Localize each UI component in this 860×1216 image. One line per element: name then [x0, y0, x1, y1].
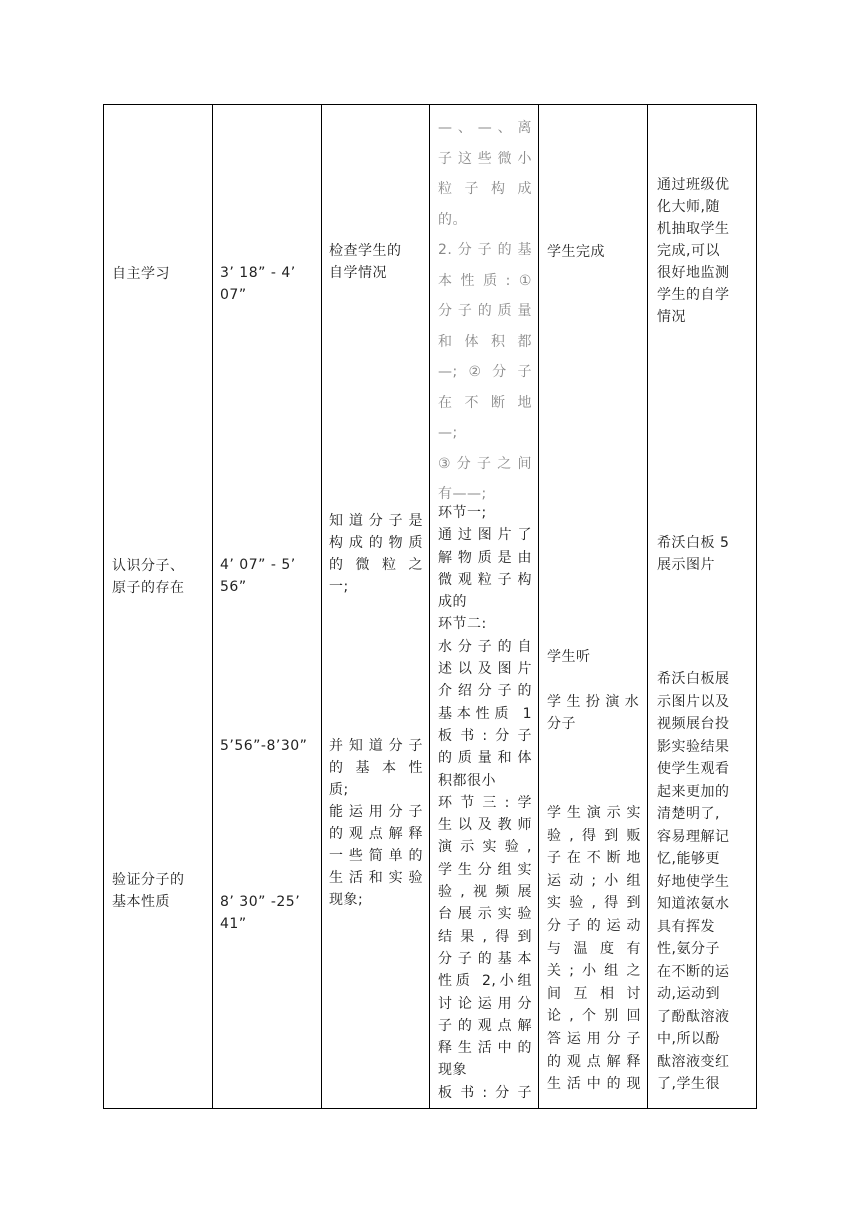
objective-molecules: 知道分子是 构成的物质 的 微 粒 之 一; [329, 513, 423, 595]
student-activity-self-study: 学生完成 [547, 244, 605, 260]
column-divider [538, 105, 539, 1108]
design-intent-experiment: 希沃白板展 示图片以及 视频展台投 影实验结果 使学生观看 起来更加的 清楚明了, 容易理解记 忆,能够更 好地使学生 知道浓氨水 具有挥发 性,氨分子 在不断的运 动,运动到 了酚酞溶液 中,所以酚 酞溶液变红 了,学生很 [657, 671, 730, 1092]
lesson-plan-table [103, 104, 757, 1109]
self-study-fill-in-blanks: —、—、离 子这些微小 粒 子 构 成 的。 2.分子的基 本性质:① 分子的质量 和 体 积 都 —;②分子 在 不 断 地 —; ③分子之间 有——; [438, 120, 532, 502]
column-divider [212, 105, 213, 1108]
objective-self-study: 检查学生的 自学情况 [329, 243, 402, 281]
section-verify-properties: 验证分子的 基本性质 [112, 872, 185, 910]
column-divider [429, 105, 430, 1108]
design-intent-self-study: 通过班级优 化大师,随 机抽取学生 完成,可以 很好地监测 学生的自学 情况 [657, 177, 730, 325]
objective-properties: 并知道分子 的 基 本 性 质; 能运用分子 的观点解释 一些简单的 生活和实验 现象; [329, 738, 423, 908]
time-range-4: 8’ 30” -25’ 41” [220, 894, 301, 932]
column-divider [647, 105, 648, 1108]
section-recognize-molecules: 认识分子、 原子的存在 [112, 558, 185, 596]
design-intent-images: 希沃白板 5 展示图片 [657, 535, 730, 573]
time-range-3: 5’56”-8’30” [220, 738, 308, 754]
time-range-1: 3’ 18” - 4’ 07” [220, 265, 296, 303]
student-activity-role-play: 学 生 扮 演 水 分子 [547, 694, 640, 732]
column-divider [321, 105, 322, 1108]
time-range-2: 4’ 07” - 5’ 56” [220, 557, 296, 595]
student-activity-experiment: 学生演示实 验,得到贩 子在不断地 运动;小组 实验,得到 分子的运动 与 温 度 有 关;小组之 间 互 相 讨 论,个别回 答运用分子 的观点解释 生活中的现 [547, 805, 641, 1093]
student-activity-listen: 学生听 [547, 649, 591, 665]
section-self-study: 自主学习 [112, 266, 170, 282]
teaching-process-steps: 环节一; 通过图片了 解物质是由 微观粒子构 成的 环节二: 水分子的自 述以及图片 介绍分子的 基本性质 1 板书:分子 的质量和体 积都很小 环节三:学 生以及教师 演示实验, 学生分组实 验,视频展 台展示实验 结果,得到 分子的基本 性质 2,小组 讨论运用分 子的观点解 释生活中的 现象 板书:分子 [438, 505, 532, 1101]
